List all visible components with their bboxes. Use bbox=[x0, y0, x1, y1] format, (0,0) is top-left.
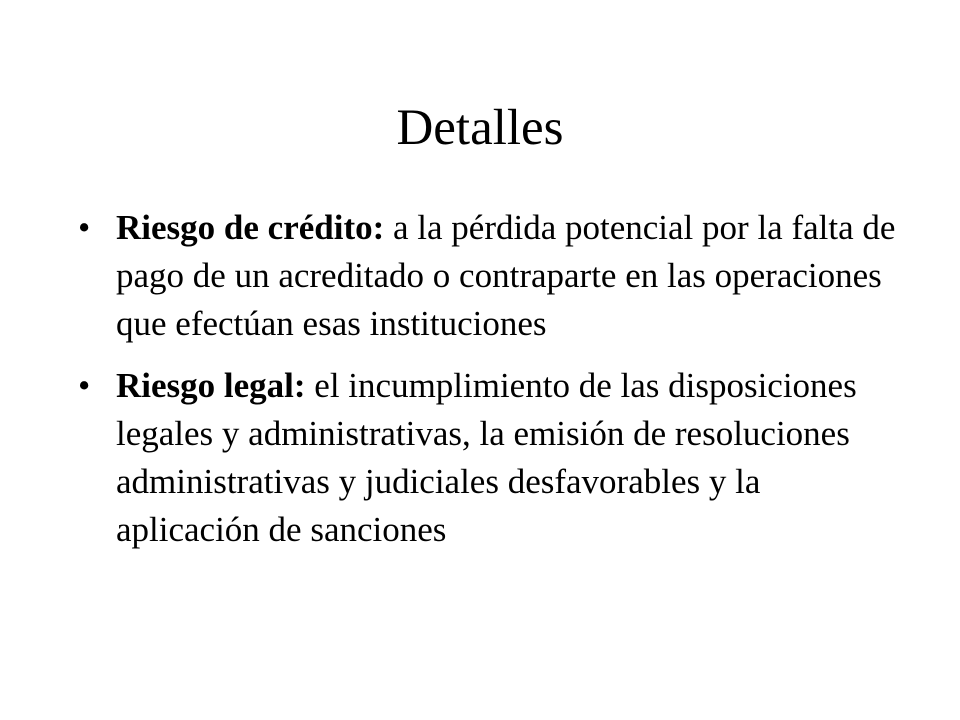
bullet-term: Riesgo legal: bbox=[116, 366, 315, 405]
bullet-text: el incumplimiento de las disposiciones legales y administrativas, la emisión de resoluciones administrativas y judiciales desfavorables y la aplicación de sanciones bbox=[116, 366, 857, 549]
bullet-item-credit-risk bbox=[72, 204, 912, 348]
bullet-icon: • bbox=[78, 366, 91, 405]
bullet-term: Riesgo de crédito: bbox=[116, 208, 394, 247]
bullet-item-legal-risk bbox=[72, 362, 912, 554]
bullet-text: a la pérdida potencial por la falta de pago de un acreditado o contraparte en las operaciones que efectúan esas instituciones bbox=[116, 208, 896, 343]
bullet-icon: • bbox=[78, 208, 91, 247]
bullet-list bbox=[72, 204, 912, 568]
slide-title: Detalles bbox=[396, 100, 564, 156]
